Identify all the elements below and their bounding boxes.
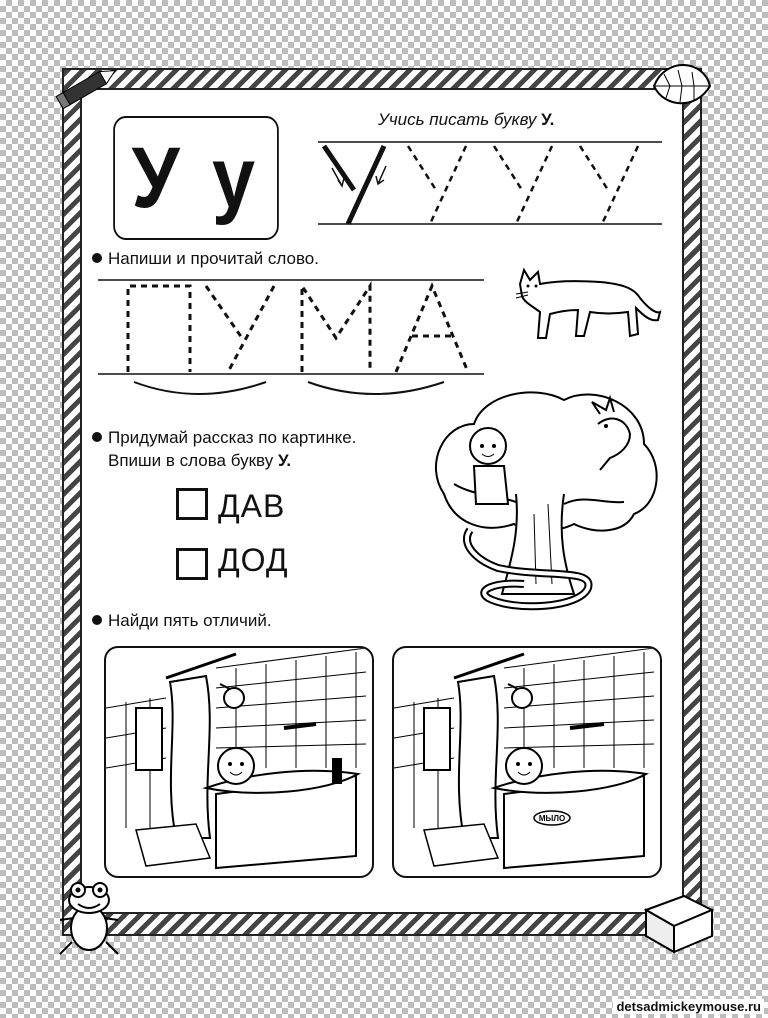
soap-label: МЫЛО <box>538 814 566 823</box>
title-text: Учись писать букву <box>378 110 537 129</box>
bullet <box>92 615 102 625</box>
task-write-word <box>92 249 319 269</box>
letter-checkbox-2[interactable] <box>176 548 208 580</box>
task-write-word-label: Напиши и прочитай слово. <box>108 249 319 268</box>
letter-checkbox-1[interactable] <box>176 488 208 520</box>
puma-icon <box>510 262 662 344</box>
pencil-icon <box>52 58 122 118</box>
cube-icon <box>640 890 716 956</box>
letter-tracing-area[interactable] <box>318 138 668 230</box>
task-story-line2-text: Впиши в слова букву <box>108 451 274 470</box>
leaf-icon <box>646 56 716 116</box>
task-differences-label: Найди пять отличий. <box>108 611 272 630</box>
girl-icon <box>470 428 508 504</box>
word-2: ДОД <box>218 542 289 578</box>
tree-icon <box>424 384 664 620</box>
bullet <box>92 432 102 442</box>
word-1: ДАВ <box>218 488 286 524</box>
task-story-line2 <box>108 451 291 471</box>
word-tracing-area[interactable] <box>98 278 486 400</box>
bathroom-picture-2[interactable] <box>392 646 662 878</box>
frog-icon <box>54 880 124 960</box>
task-story <box>92 428 356 448</box>
page-title <box>378 110 554 130</box>
title-letter: У. <box>541 110 555 129</box>
bathroom-picture-1[interactable] <box>104 646 374 878</box>
task-differences <box>92 611 272 631</box>
bullet <box>92 253 102 263</box>
task-story-line1: Придумай рассказ по картинке. <box>108 428 357 447</box>
task-story-letter: У. <box>277 451 292 470</box>
letter-card: У у <box>113 116 279 240</box>
site-url[interactable]: detsadmickeymouse.ru <box>613 999 764 1014</box>
